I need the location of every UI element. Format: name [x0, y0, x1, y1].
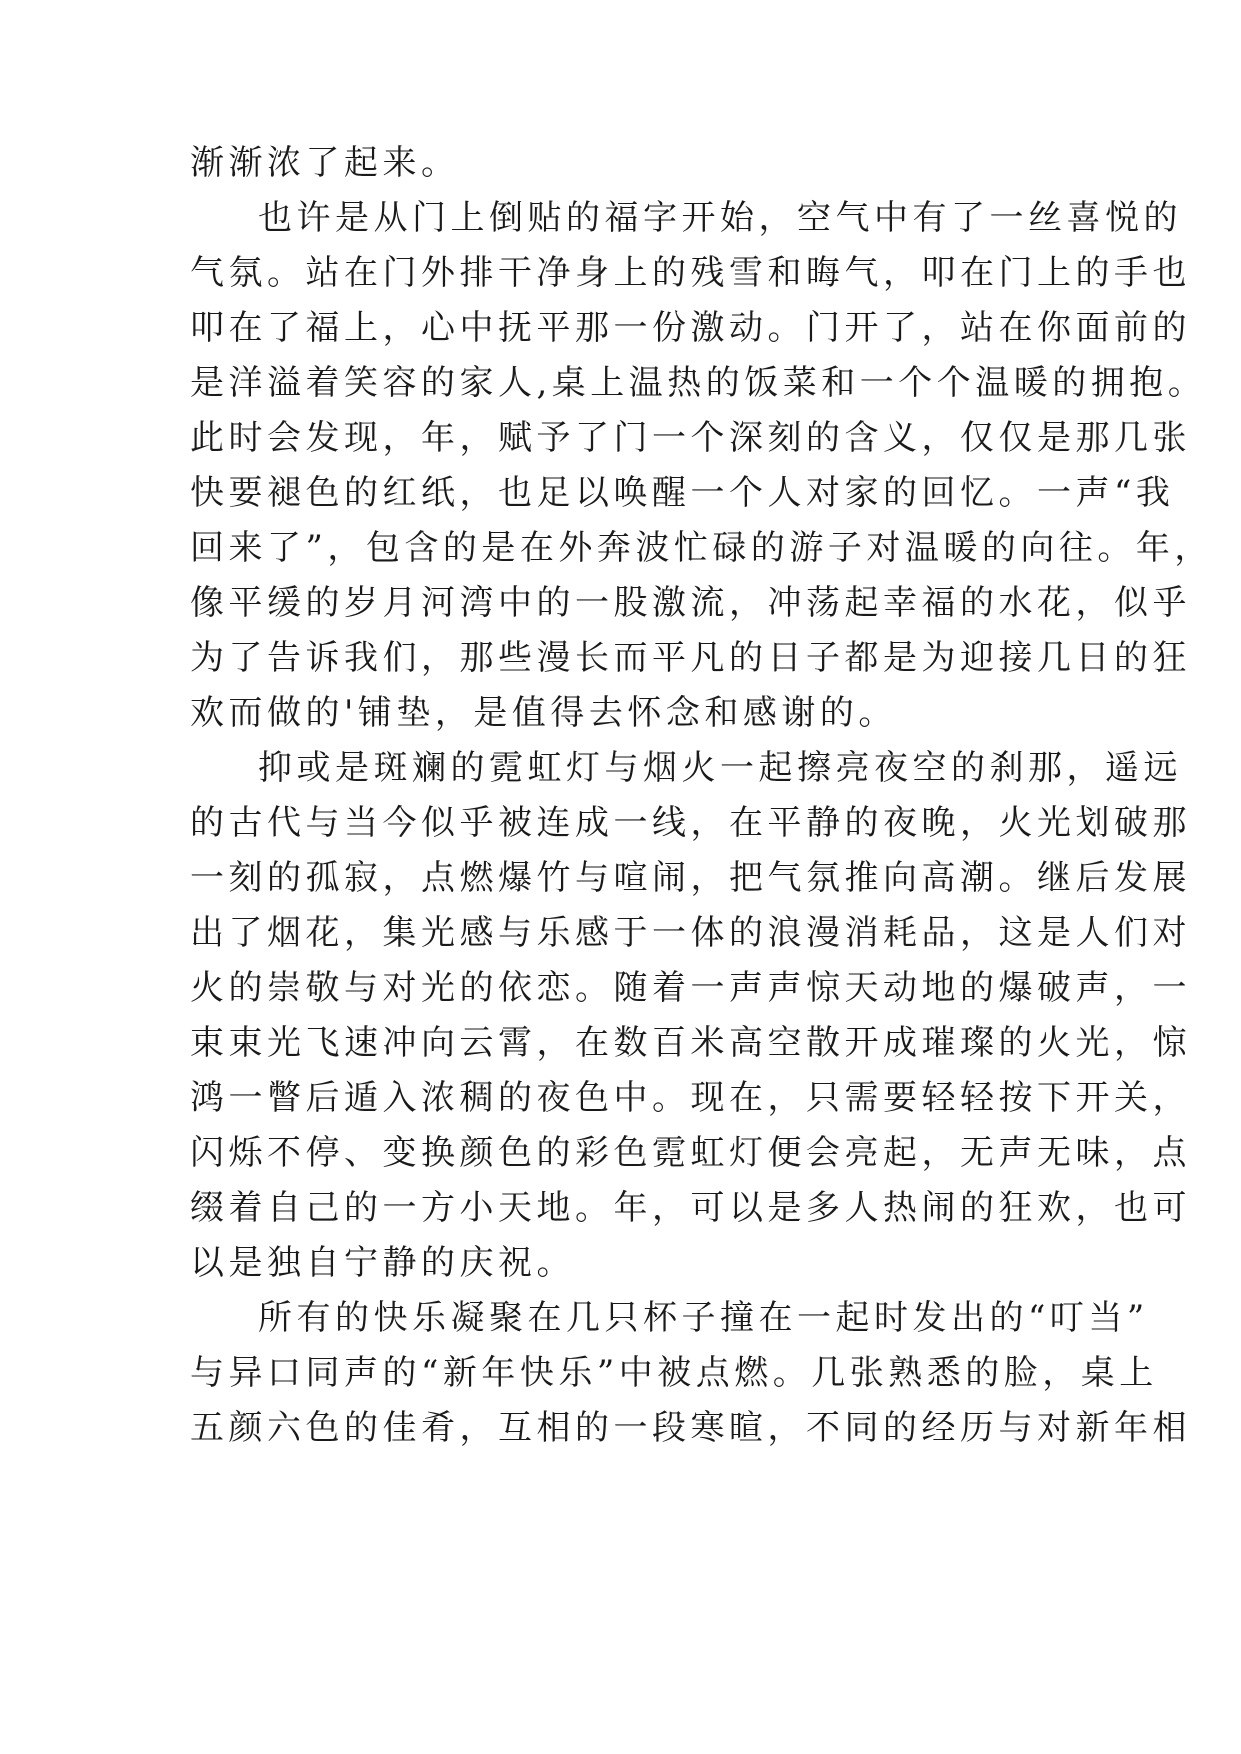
- text-line: 像平缓的岁月河湾中的一股激流，冲荡起幸福的水花，似乎: [190, 583, 1191, 623]
- paragraph-start-line: 也许是从门上倒贴的福字开始，空气中有了一丝喜悦的: [258, 198, 1182, 238]
- text-line: 火的崇敬与对光的依恋。随着一声声惊天动地的爆破声，一: [190, 968, 1191, 1008]
- text-line: 是洋溢着笑容的家人,桌上温热的饭菜和一个个温暖的拥抱。: [190, 363, 1207, 403]
- text-line: 叩在了福上，心中抚平那一份激动。门开了，站在你面前的: [190, 308, 1191, 348]
- paragraph-start-line: 抑或是斑斓的霓虹灯与烟火一起擦亮夜空的刹那，遥远: [258, 748, 1182, 788]
- text-line: 束束光飞速冲向云霄，在数百米高空散开成璀璨的火光，惊: [190, 1023, 1191, 1063]
- text-line: 与异口同声的“新年快乐”中被点燃。几张熟悉的脸，桌上: [190, 1353, 1158, 1393]
- text-line: 渐渐浓了起来。: [190, 143, 460, 183]
- text-line: 五颜六色的佳肴，互相的一段寒暄，不同的经历与对新年相: [190, 1408, 1191, 1448]
- text-line: 欢而做的'铺垫，是值得去怀念和感谢的。: [190, 693, 897, 733]
- text-line: 气氛。站在门外排干净身上的残雪和晦气，叩在门上的手也: [190, 253, 1191, 293]
- text-line: 缀着自己的一方小天地。年，可以是多人热闹的狂欢，也可: [190, 1188, 1191, 1228]
- text-line: 为了告诉我们，那些漫长而平凡的日子都是为迎接几日的狂: [190, 638, 1191, 678]
- text-line: 出了烟花，集光感与乐感于一体的浪漫消耗品，这是人们对: [190, 913, 1191, 953]
- text-line: 鸿一瞥后遁入浓稠的夜色中。现在，只需要轻轻按下开关，: [190, 1078, 1191, 1118]
- text-line: 回来了”，包含的是在外奔波忙碌的游子对温暖的向往。年，: [190, 528, 1213, 568]
- text-line: 一刻的孤寂，点燃爆竹与喧闹，把气氛推向高潮。继后发展: [190, 858, 1191, 898]
- text-line: 的古代与当今似乎被连成一线，在平静的夜晚，火光划破那: [190, 803, 1191, 843]
- text-line: 此时会发现，年，赋予了门一个深刻的含义，仅仅是那几张: [190, 418, 1191, 458]
- text-line: 快要褪色的红纸，也足以唤醒一个人对家的回忆。一声“我: [190, 473, 1175, 513]
- text-line: 闪烁不停、变换颜色的彩色霓虹灯便会亮起，无声无味，点: [190, 1133, 1191, 1173]
- text-line: 以是独自宁静的庆祝。: [190, 1243, 575, 1283]
- paragraph-start-line: 所有的快乐凝聚在几只杯子撞在一起时发出的“叮当”: [258, 1298, 1149, 1338]
